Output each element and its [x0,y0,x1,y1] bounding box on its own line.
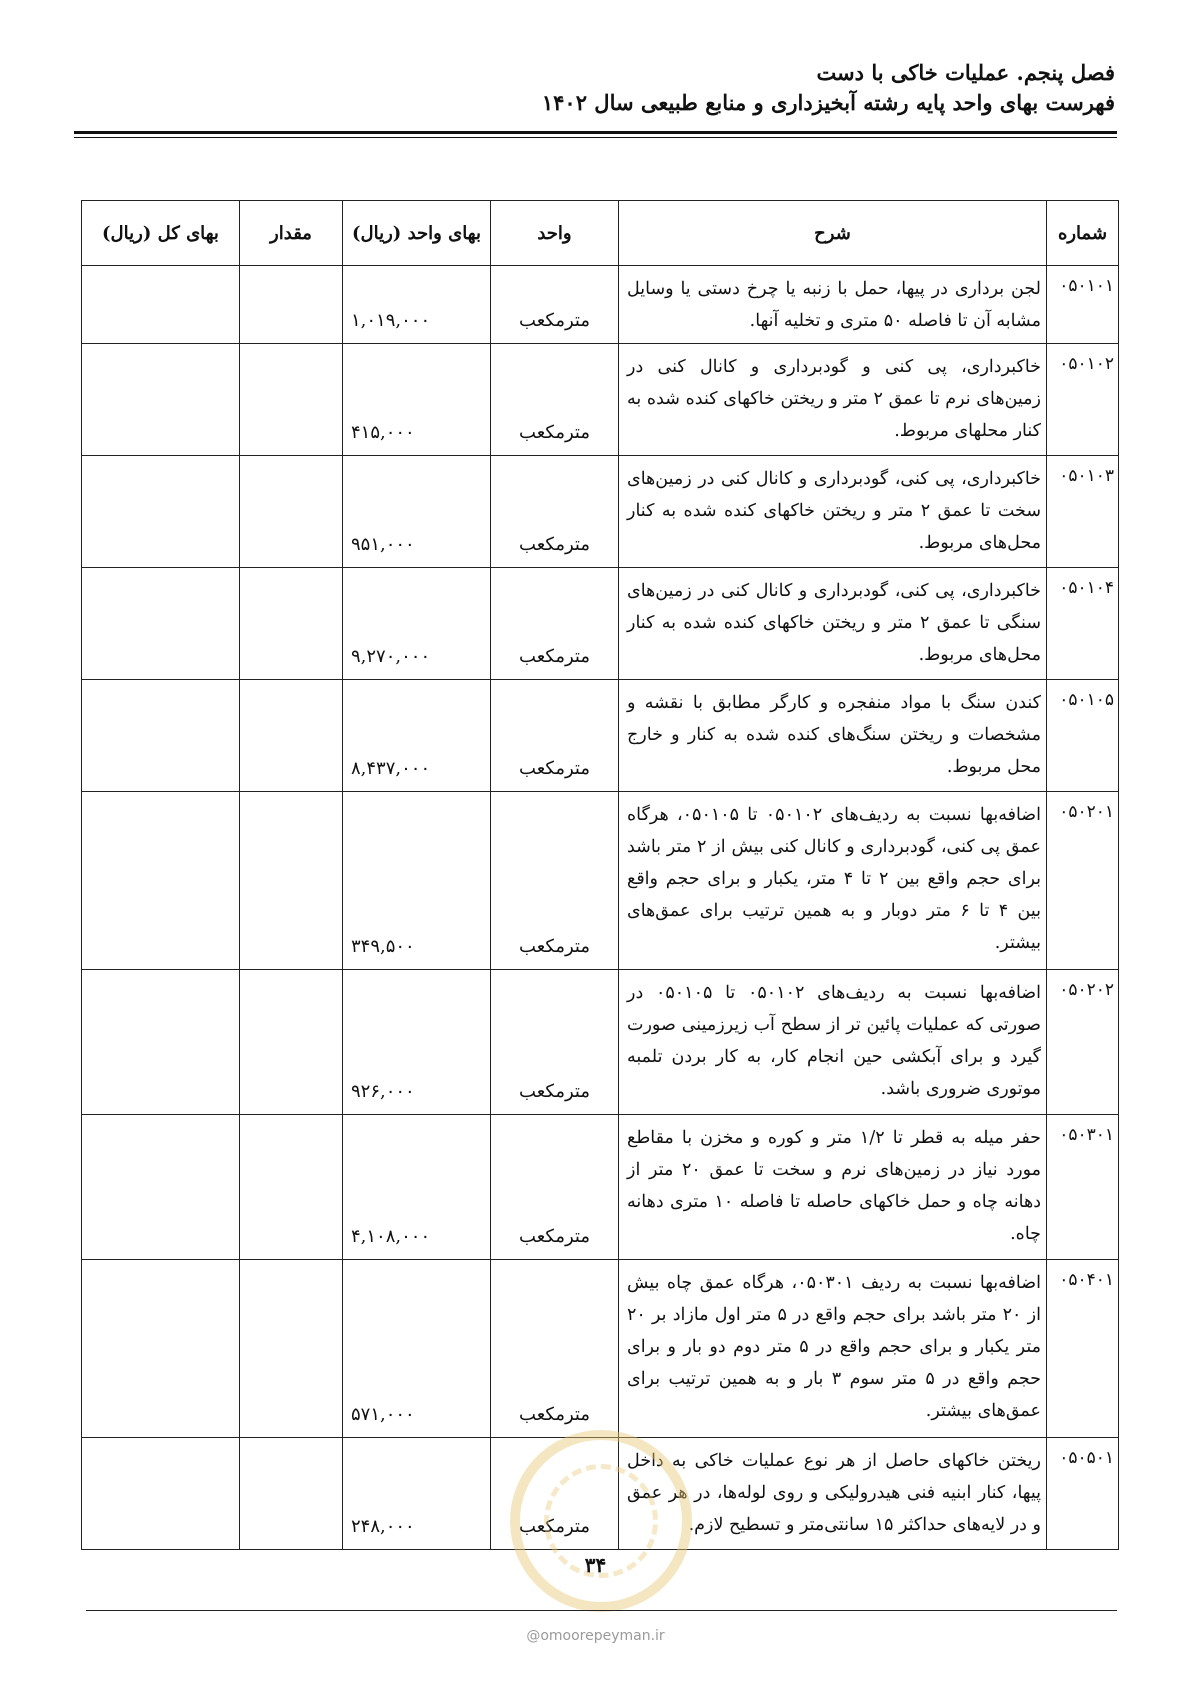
row-description: خاکبرداری، پی کنی و گودبرداری و کانال کنی در زمین‌های نرم تا عمق ۲ متر و ریختن خاکهای کنده شده به کنار محلهای مربوط. [619,344,1047,456]
table-row [82,568,1119,680]
row-total-price [82,970,240,1115]
row-description: کندن سنگ با مواد منفجره و کارگر مطابق با نقشه و مشخصات و ریختن سنگ‌های کنده شده به کنار و خارج محل مربوط. [619,680,1047,792]
row-unit-price: ۵۷۱,۰۰۰ [343,1260,491,1438]
document-title: فهرست بهای واحد پایه رشته آبخیزداری و منابع طبیعی سال ۱۴۰۲ [541,90,1115,115]
row-unit-price: ۹۵۱,۰۰۰ [343,456,491,568]
row-quantity [240,1438,343,1550]
row-unit-price: ۲۴۸,۰۰۰ [343,1438,491,1550]
row-quantity [240,266,343,344]
row-description: اضافه‌بها نسبت به ردیف‌های ۰۵۰۱۰۲ تا ۰۵۰۱۰۵ در صورتی که عملیات پائین تر از سطح آب زیرزمینی صورت گیرد و برای آبکشی حین انجام کار، به کار بردن تلمبه موتوری ضروری باشد. [619,970,1047,1115]
row-unit: مترمکعب [491,568,619,680]
row-description: اضافه‌بها نسبت به ردیف ۰۵۰۳۰۱، هرگاه عمق چاه بیش از ۲۰ متر باشد برای حجم واقع در ۵ متر اول مازاد بر ۲۰ متر یکبار و برای حجم واقع در ۵ متر دوم دو بار و برای حجم واقع در ۵ متر سوم ۳ بار و به همین ترتیب برای عمق‌های بیشتر. [619,1260,1047,1438]
row-unit-price: ۹,۲۷۰,۰۰۰ [343,568,491,680]
header-total-price: بهای کل (ریال) [82,201,240,266]
row-quantity [240,344,343,456]
row-quantity [240,792,343,970]
row-code: ۰۵۰۱۰۲ [1047,344,1119,456]
row-total-price [82,344,240,456]
row-unit: مترمکعب [491,970,619,1115]
row-unit: مترمکعب [491,456,619,568]
row-code: ۰۵۰۲۰۱ [1047,792,1119,970]
page-number: ۳۴ [584,1553,607,1577]
row-total-price [82,792,240,970]
row-total-price [82,266,240,344]
row-description: اضافه‌بها نسبت به ردیف‌های ۰۵۰۱۰۲ تا ۰۵۰۱۰۵، هرگاه عمق پی کنی، گودبرداری و کانال کنی بیش از ۲ متر باشد برای حجم واقع بین ۲ تا ۴ متر، یکبار و برای حجم واقع بین ۴ تا ۶ متر دوبار و به همین ترتیب برای عمق‌های بیشتر. [619,792,1047,970]
row-total-price [82,456,240,568]
row-unit-price: ۹۲۶,۰۰۰ [343,970,491,1115]
page-header [76,58,1115,118]
table-row [82,1115,1119,1260]
footer-rule [86,1610,1117,1611]
row-unit: مترمکعب [491,1115,619,1260]
row-quantity [240,1115,343,1260]
row-quantity [240,970,343,1115]
table-header-row [82,201,1119,266]
row-unit-price: ۴۱۵,۰۰۰ [343,344,491,456]
price-table [81,200,1119,1550]
row-unit: مترمکعب [491,1438,619,1550]
row-code: ۰۵۰۳۰۱ [1047,1115,1119,1260]
row-unit-price: ۱,۰۱۹,۰۰۰ [343,266,491,344]
table-row [82,344,1119,456]
chapter-title: فصل پنجم. عملیات خاکی با دست [816,60,1115,85]
row-unit: مترمکعب [491,344,619,456]
header-rule-thin [74,137,1117,138]
row-unit: مترمکعب [491,1260,619,1438]
header-unit-price: بهای واحد (ریال) [343,201,491,266]
table-row [82,792,1119,970]
footer-source: @omoorepeyman.ir [526,1628,665,1644]
header-quantity: مقدار [240,201,343,266]
row-description: ریختن خاکهای حاصل از هر نوع عملیات خاکی به داخل پیها، کنار ابنیه فنی هیدرولیکی و روی لوله‌ها، در هر عمق و در لایه‌های حداکثر ۱۵ سانتی‌متر و تسطیح لازم. [619,1438,1047,1550]
row-unit: مترمکعب [491,680,619,792]
row-unit-price: ۴,۱۰۸,۰۰۰ [343,1115,491,1260]
table-row [82,680,1119,792]
row-unit: مترمکعب [491,792,619,970]
row-quantity [240,456,343,568]
row-description: خاکبرداری، پی کنی، گودبرداری و کانال کنی در زمین‌های سنگی تا عمق ۲ متر و ریختن خاکهای کنده شده به کنار محل‌های مربوط. [619,568,1047,680]
row-code: ۰۵۰۵۰۱ [1047,1438,1119,1550]
row-total-price [82,1260,240,1438]
row-unit-price: ۸,۴۳۷,۰۰۰ [343,680,491,792]
table-row [82,456,1119,568]
header-description: شرح [619,201,1047,266]
row-total-price [82,1438,240,1550]
row-total-price [82,1115,240,1260]
row-quantity [240,680,343,792]
row-total-price [82,568,240,680]
row-code: ۰۵۰۱۰۵ [1047,680,1119,792]
table-row [82,266,1119,344]
row-total-price [82,680,240,792]
table-row [82,970,1119,1115]
header-unit: واحد [491,201,619,266]
row-code: ۰۵۰۱۰۴ [1047,568,1119,680]
header-code: شماره [1047,201,1119,266]
row-description: حفر میله به قطر تا ۱/۲ متر و کوره و مخزن با مقاطع مورد نیاز در زمین‌های نرم و سخت تا عمق ۲۰ متر از دهانه چاه و حمل خاکهای حاصله تا فاصله ۱۰ متری دهانه چاه. [619,1115,1047,1260]
row-quantity [240,568,343,680]
row-quantity [240,1260,343,1438]
row-description: لجن برداری در پیها، حمل با زنبه یا چرخ دستی یا وسایل مشابه آن تا فاصله ۵۰ متری و تخلیه آنها. [619,266,1047,344]
table-row [82,1260,1119,1438]
table-row [82,1438,1119,1550]
header-rule-thick [74,131,1117,134]
row-code: ۰۵۰۱۰۱ [1047,266,1119,344]
row-unit: مترمکعب [491,266,619,344]
row-code: ۰۵۰۲۰۲ [1047,970,1119,1115]
row-code: ۰۵۰۴۰۱ [1047,1260,1119,1438]
row-code: ۰۵۰۱۰۳ [1047,456,1119,568]
row-unit-price: ۳۴۹,۵۰۰ [343,792,491,970]
row-description: خاکبرداری، پی کنی، گودبرداری و کانال کنی در زمین‌های سخت تا عمق ۲ متر و ریختن خاکهای کنده شده به کنار محل‌های مربوط. [619,456,1047,568]
